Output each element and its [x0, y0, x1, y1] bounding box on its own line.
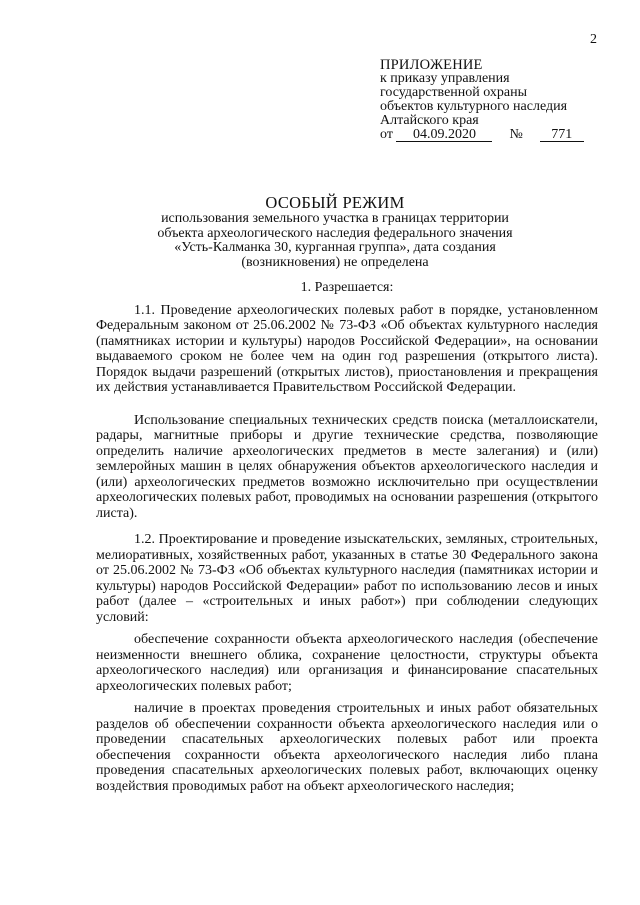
number-sign: № [509, 127, 523, 142]
appendix-line: объектов культурного наследия [380, 99, 568, 114]
page-number: 2 [590, 32, 597, 47]
order-date: 04.09.2020 [396, 128, 492, 142]
appendix-line: Алтайского края [380, 113, 479, 128]
subtitle-line: (возникновения) не определена [241, 254, 429, 270]
subtitle-line: использования земельного участка в границах территории [161, 211, 509, 226]
paragraph: 1.2. Проектирование и проведение изыскательских, земляных, строительных, мелиоративных, хозяйственных работ, указанных в статье 30 Федерального закона от 25.06.2002 № 73-ФЗ «Об объектах культурного наследия (памятниках истории и культуры) народов Российской Федерации» работ по использованию лесов и иных работ (далее – «строительных и иных работ») при соблюдении следующих условий: [96, 532, 598, 625]
subtitle-line: «Усть-Калманка 30, курганная группа», дата создания [174, 240, 496, 256]
paragraph: обеспечение сохранности объекта археологического наследия (обеспечение неизменности внешнего облика, сохранение целостности, структуры объекта археологического наследия) или организация и финансирование спасательных археологических полевых работ; [96, 632, 598, 694]
order-number: 771 [540, 128, 584, 142]
appendix-line: к приказу управления [380, 71, 510, 86]
paragraph: 1.1. Проведение археологических полевых работ в порядке, установленном Федеральным законом от 25.06.2002 № 73-ФЗ «Об объектах культурного наследия (памятниках истории и культуры) народов Российской Федерации», на основании выдаваемого сроком не более чем на один год разрешения (открытого листа). Порядок выдачи разрешений (открытых листов), приостановления и прекращения их действия устанавливается Правительством Российской Федерации. [96, 302, 598, 395]
section-title: 1. Разрешается: [300, 280, 394, 295]
appendix-block [380, 58, 610, 142]
paragraph: наличие в проектах проведения строительных и иных работ обязательных разделов об обеспечении сохранности объекта археологического наследия или о проведении спасательных археологических полевых работ или проекта обеспечения сохранности объекта археологического наследия либо плана проведения спасательных археологических полевых работ, включающих оценку воздействия проводимых работ на объект археологического наследия; [96, 701, 598, 794]
from-label: от [380, 127, 393, 142]
document-heading [80, 194, 590, 270]
document-body [96, 280, 598, 794]
appendix-title: ПРИЛОЖЕНИЕ [380, 57, 483, 73]
document-title: ОСОБЫЙ РЕЖИМ [265, 193, 405, 212]
subtitle-line: объекта археологического наследия федерального значения [157, 225, 513, 241]
order-date-line [380, 128, 610, 142]
paragraph: Использование специальных технических средств поиска (металлоискатели, радары, магнитные приборы и другие технические средства, позволяющие определить наличие археологических предметов в месте залегания) и (или) землеройных машин в целях обнаружения объектов археологического наследия и (или) археологических предметов возможно исключительно при осуществлении археологических полевых работ, проводимых на основании разрешения (открытого листа). [96, 412, 598, 521]
appendix-line: государственной охраны [380, 85, 528, 100]
